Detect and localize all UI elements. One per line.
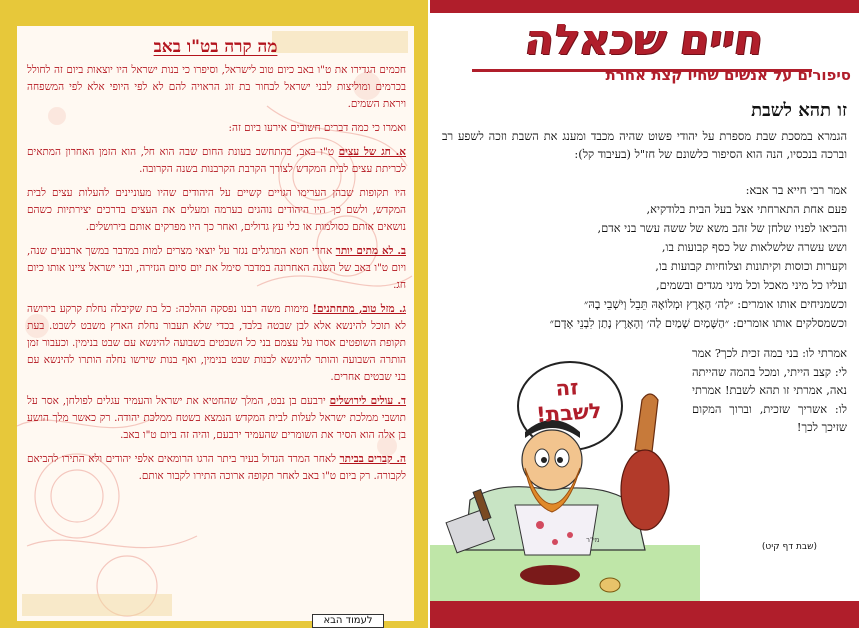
story-dialogue: אמרתי לו: בני במה זכית לכך? אמר לי: קצב הייתי, ומכל בהמה שהייתה נאה, אמרתי זו תהא לשבת! אמרתי לו: אשריך שזכית, וברוך המקום שזיכך לכך!	[692, 346, 847, 435]
story-line: וכשמסלקים אותו אומרים: ״הַשָּׁמַיִם שָׁמַיִם לַה׳ וְהָאָרֶץ נָתַן לִבְנֵי אָדָם״	[549, 316, 847, 330]
paragraph-heading: ג. מזל טוב, מתחתנים!	[312, 303, 406, 315]
article-paragraph	[27, 185, 406, 236]
brand-title: חיים שכאלה	[522, 15, 767, 64]
article-paragraph	[27, 144, 406, 178]
story-line: וקערות וכוסות וקיתונות וצלוחיות קבועות בו,	[655, 259, 847, 273]
article-paragraph	[27, 120, 406, 137]
speech-bubble-text: זה לשבת!	[535, 375, 603, 428]
story-line: ועליו כל מיני מאכל וכל מיני מגדים ובשמים,	[655, 278, 847, 292]
paragraph-text: ואמרו כי כמה דברים חשובים אירעו ביום זה:	[228, 122, 406, 134]
paragraph-text: ט"ו באב, בהתחשב בעונת החום שבה הוא חל, הוא הזמן האחרון המתאים לכריתת עצים לבית המקדש לצורך הקרבת הקרבנות בשנה הקרובה.	[27, 146, 406, 175]
story-line: פעם אחת התארחתי אצל בעל הבית בלודקיא,	[646, 202, 847, 216]
paragraph-heading: ב. לא מתים יותר	[335, 245, 406, 257]
paragraph-heading: א. חג של עצים	[338, 146, 406, 158]
paragraph-text: אחרי חטא המרגלים נגזר על יוצאי מצרים למות במדבר במשך ארבעים שנה, ויום ט"ו באב של השנה האחרונה במדבר סימל את יום סיום הגזירה, ובני ישראל ציינו אותו כיום חג.	[27, 245, 406, 291]
story-intro: הגמרא במסכת שבת מספרת על יהודי פשוט שהיה מכבד ומענג את השבת וזכה לשפע רב וברכה בנכסיו, הנה הוא הסיפור כלשונם של חז"ל (בעיבוד קל):	[442, 129, 847, 161]
next-page-link[interactable]: לעמוד הבא	[312, 614, 384, 628]
top-red-bar	[430, 0, 859, 13]
left-page	[0, 0, 428, 628]
article-paragraph	[27, 243, 406, 294]
paragraph-text: היו תקופות שבהן הערימו הגויים קשיים על היהודים שהיו מעוניינים להעלות עצים לבית המקדש, ולשם כך היו היהודים נוהגים בערמה ומעלים את העצים בדרכים יצירתיות כשהם נושאים אותם כסולמות או כלי עץ גדולים, ואחר כך היו מפרקים אותם בירושלים.	[27, 187, 406, 233]
source-citation: (שבת דף קיט)	[761, 542, 817, 552]
section-subtitle: סיפורים על אנשים שחיו קצת אחרת	[605, 66, 851, 84]
story-line: ושש עשרה שלשלאות של כסף קבועות בו,	[661, 240, 847, 254]
article-paragraph	[27, 393, 406, 444]
paragraph-heading: ד. עולים לירושלים	[329, 395, 406, 407]
story-line: והביאו לפניו שלחן של זהב משא של ששה עשר בני אדם,	[597, 221, 847, 235]
article-paragraph	[27, 451, 406, 485]
article-paragraph	[27, 62, 406, 113]
right-page	[430, 0, 859, 628]
article-paragraph	[27, 301, 406, 386]
story-line: וכשמניחים אותו אומרים: ״לַה׳ הָאָרֶץ וּמְלוֹאָהּ תֵּבֵל וְיֹשְׁבֵי בָהּ״	[583, 297, 847, 311]
paragraph-text: חכמים הגדירו את ט"ו באב כיום טוב לישראל, וסיפרו כי בנות ישראל היו יוצאות ביום זה לחולל בכרמים ומוליצות לבני ישראל לבחור בת זוג הראויה להם לא לפי היופי אלא לפי המשפחה ויראת השמים.	[27, 64, 406, 110]
left-article-body	[27, 62, 406, 492]
left-page-title: מה קרה בט"ו באב	[153, 37, 278, 57]
story-line: אמר רבי חייא בר אבא:	[745, 183, 847, 197]
story-title: זו תהא לשבת	[751, 100, 847, 121]
story-lines	[442, 181, 847, 333]
paragraph-text: ירבעם בן נבט, המלך שהחטיא את ישראל והעמיד עגלים לפולחן, אסר על תושבי ממלכת ישראל לעלות לבית המקדש הנמצא בשטח ממלכת יהודה. רק כאשר מלך הושע בן אלה הוא הסיר את השומרים שהעמיד ירבעם, והיה זה ביום ט"ו באב.	[27, 395, 406, 441]
artist-signature: מי"ר	[586, 536, 600, 544]
paragraph-text: מימות משה רבנו נפסקה ההלכה: כל בת שקיבלה נחלת קרקע בירושה לא תוכל להינשא אלא לבן שבטה בלבד, בכדי שלא תעבור נחלת הארץ משבט לשבט. בעת תקופת השופטים אסרו על עצמם בני כל השבטים בשבועה להינשא עם שבט בנימין. וכעבור זמן הותרה השבועה והותר להינשא לבנות שבט בנימין, ואף בנות שירשו נחלה הותרו להינשא עם בני שבטים אחרים.	[27, 303, 406, 383]
left-article-panel	[17, 26, 414, 621]
paragraph-heading: ה. קברים בביתר	[339, 453, 407, 465]
bottom-red-bar	[430, 601, 859, 628]
paragraph-text: לאחר המרד הגדול בעיר ביתר הרגו הרומאים אלפי יהודים ולא התירו להביאם לקבורה. רק ביום ט"ו באב לאחר תקופה ארוכה התירו לקבור אותם.	[27, 453, 406, 482]
